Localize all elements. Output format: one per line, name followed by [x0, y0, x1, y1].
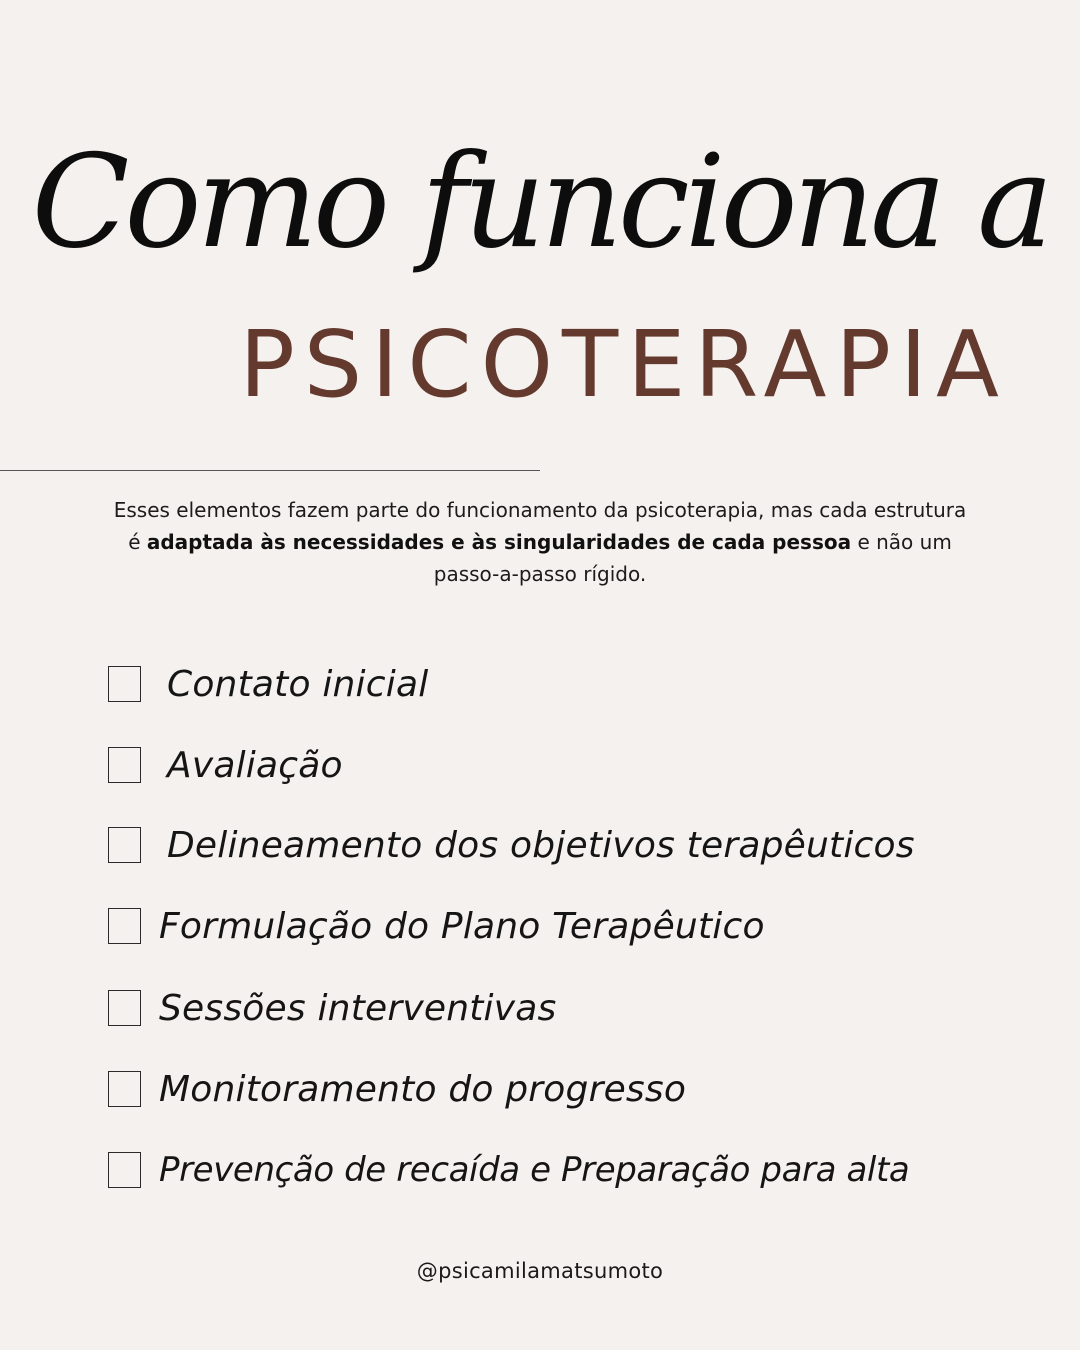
intro-text-end: e não um passo-a-passo rígido. [433, 530, 952, 586]
checklist-item-label: Delineamento dos objetivos terapêuticos [167, 824, 915, 866]
checklist-item-formulacao [108, 896, 765, 956]
checkbox-icon [108, 666, 141, 702]
checkbox-icon [108, 990, 141, 1026]
checkbox-icon [108, 827, 141, 863]
checklist-item-label: Avaliação [167, 744, 343, 786]
checklist-item-label: Formulação do Plano Terapêutico [159, 905, 765, 947]
intro-text-emphasis: adaptada às necessidades e às singularidades de cada pessoa [146, 530, 852, 554]
checklist-item-sessoes [108, 978, 556, 1038]
intro-paragraph [110, 494, 970, 590]
checkbox-icon [108, 747, 141, 783]
page-title: Como funciona a [31, 128, 1049, 277]
checklist-item-avaliacao [108, 735, 343, 795]
checkbox-icon [108, 908, 141, 944]
page-subtitle: PSICOTERAPIA [239, 311, 1008, 418]
checklist-item-label: Prevenção de recaída e Preparação para alta [159, 1150, 910, 1190]
checklist-item-prevencao [108, 1140, 909, 1200]
checkbox-icon [108, 1071, 141, 1107]
checklist-item-monitoramento [108, 1059, 686, 1119]
social-handle: @psicamilamatsumoto [416, 1259, 664, 1283]
checklist-item-label: Sessões interventivas [159, 987, 557, 1029]
checklist-item-label: Contato inicial [167, 663, 429, 705]
checkbox-icon [108, 1152, 141, 1188]
intro-text-start: Esses elementos fazem parte do funcionamento da psicoterapia, mas cada estrutura é [113, 498, 967, 554]
checklist-item-label: Monitoramento do progresso [159, 1068, 687, 1110]
divider-line [0, 470, 540, 471]
checklist-item-contato-inicial [108, 654, 428, 714]
checklist-item-delineamento [108, 815, 915, 875]
